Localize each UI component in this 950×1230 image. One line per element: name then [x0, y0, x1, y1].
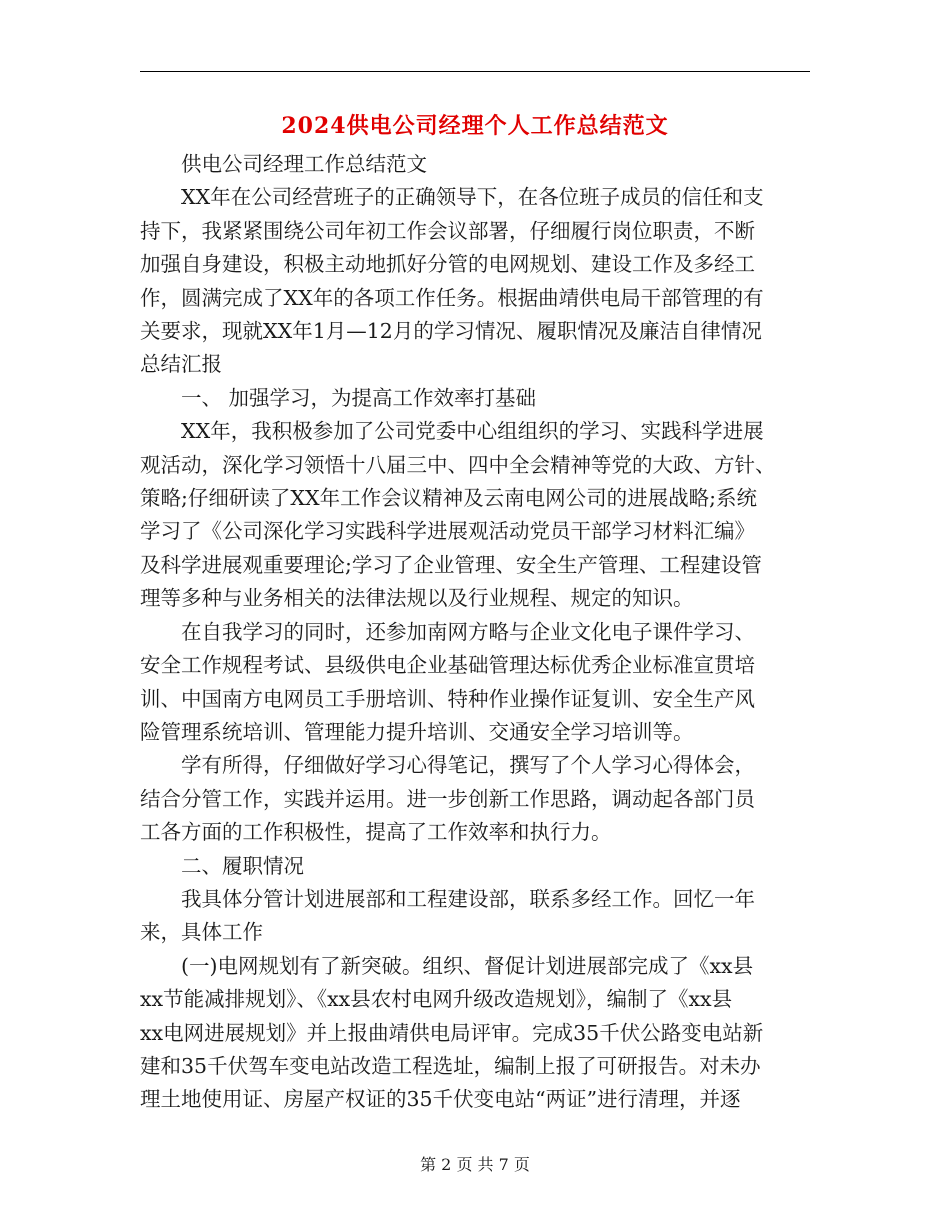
body-line: 持下，我紧紧围绕公司年初工作会议部署，仔细履行岗位职责，不断: [140, 218, 755, 243]
body-line: 来，具体工作: [140, 920, 263, 945]
body-line: 结合分管工作，实践并运用。进一步创新工作思路，调动起各部门员: [140, 786, 755, 811]
body-line: 理等多种与业务相关的法律法规以及行业规程、规定的知识。: [140, 586, 694, 611]
body-line: 供电公司经理工作总结范文: [181, 152, 427, 176]
body-line: 及科学进展观重要理论;学习了企业管理、安全生产管理、工程建设管: [140, 552, 762, 577]
body-line: xx节能减排规划》、《xx县农村电网升级改造规划》，编制了《xx县: [140, 987, 733, 1012]
body-line: 建和35千伏驾车变电站改造工程选址，编制上报了可研报告。对未办: [140, 1053, 761, 1078]
body-line: XX年，我积极参加了公司党委中心组组织的学习、实践科学进展: [181, 419, 764, 444]
body-line: 作，圆满完成了XX年的各项工作任务。根据曲靖供电局干部管理的有: [140, 285, 764, 310]
body-line: 一、 加强学习，为提高工作效率打基础: [181, 385, 537, 410]
body-line: 观活动，深化学习领悟十八届三中、四中全会精神等党的大政、方针、: [140, 452, 776, 477]
document-title: 2024供电公司经理个人工作总结范文: [281, 113, 669, 139]
body-line: 学习了《公司深化学习实践科学进展观活动党员干部学习材料汇编》: [140, 519, 755, 544]
body-line: 在自我学习的同时，还参加南网方略与企业文化电子课件学习、: [181, 619, 755, 644]
body-line: 安全工作规程考试、县级供电企业基础管理达标优秀企业标准宣贯培: [140, 653, 755, 678]
body-line: 理土地使用证、房屋产权证的35千伏变电站“两证”进行清理，并逐: [140, 1087, 741, 1112]
document-body: [140, 148, 810, 1117]
body-line: 训、中国南方电网员工手册培训、特种作业操作证复训、安全生产风: [140, 686, 755, 711]
body-line: 关要求，现就XX年1月—12月的学习情况、履职情况及廉洁自律情况: [140, 319, 762, 344]
body-line: (一)电网规划有了新突破。组织、督促计划进展部完成了《xx县: [181, 953, 754, 978]
page-number: 第 2 页 共 7 页: [420, 1155, 530, 1174]
body-line: 总结汇报: [140, 352, 222, 377]
body-line: 工各方面的工作积极性，提高了工作效率和执行力。: [140, 820, 612, 845]
body-line: XX年在公司经营班子的正确领导下，在各位班子成员的信任和支: [181, 185, 764, 210]
header-rule: [140, 71, 810, 72]
body-line: 二、履职情况: [181, 853, 304, 878]
body-line: 策略;仔细研读了XX年工作会议精神及云南电网公司的进展战略;系统: [140, 486, 758, 511]
body-line: xx电网进展规划》并上报曲靖供电局评审。完成35千伏公路变电站新: [140, 1020, 764, 1045]
body-line: 加强自身建设，积极主动地抓好分管的电网规划、建设工作及多经工: [140, 252, 755, 277]
body-line: 险管理系统培训、管理能力提升培训、交通安全学习培训等。: [140, 719, 694, 744]
body-line: 学有所得，仔细做好学习心得笔记，撰写了个人学习心得体会，: [181, 753, 755, 778]
body-line: 我具体分管计划进展部和工程建设部，联系多经工作。回忆一年: [181, 886, 755, 911]
